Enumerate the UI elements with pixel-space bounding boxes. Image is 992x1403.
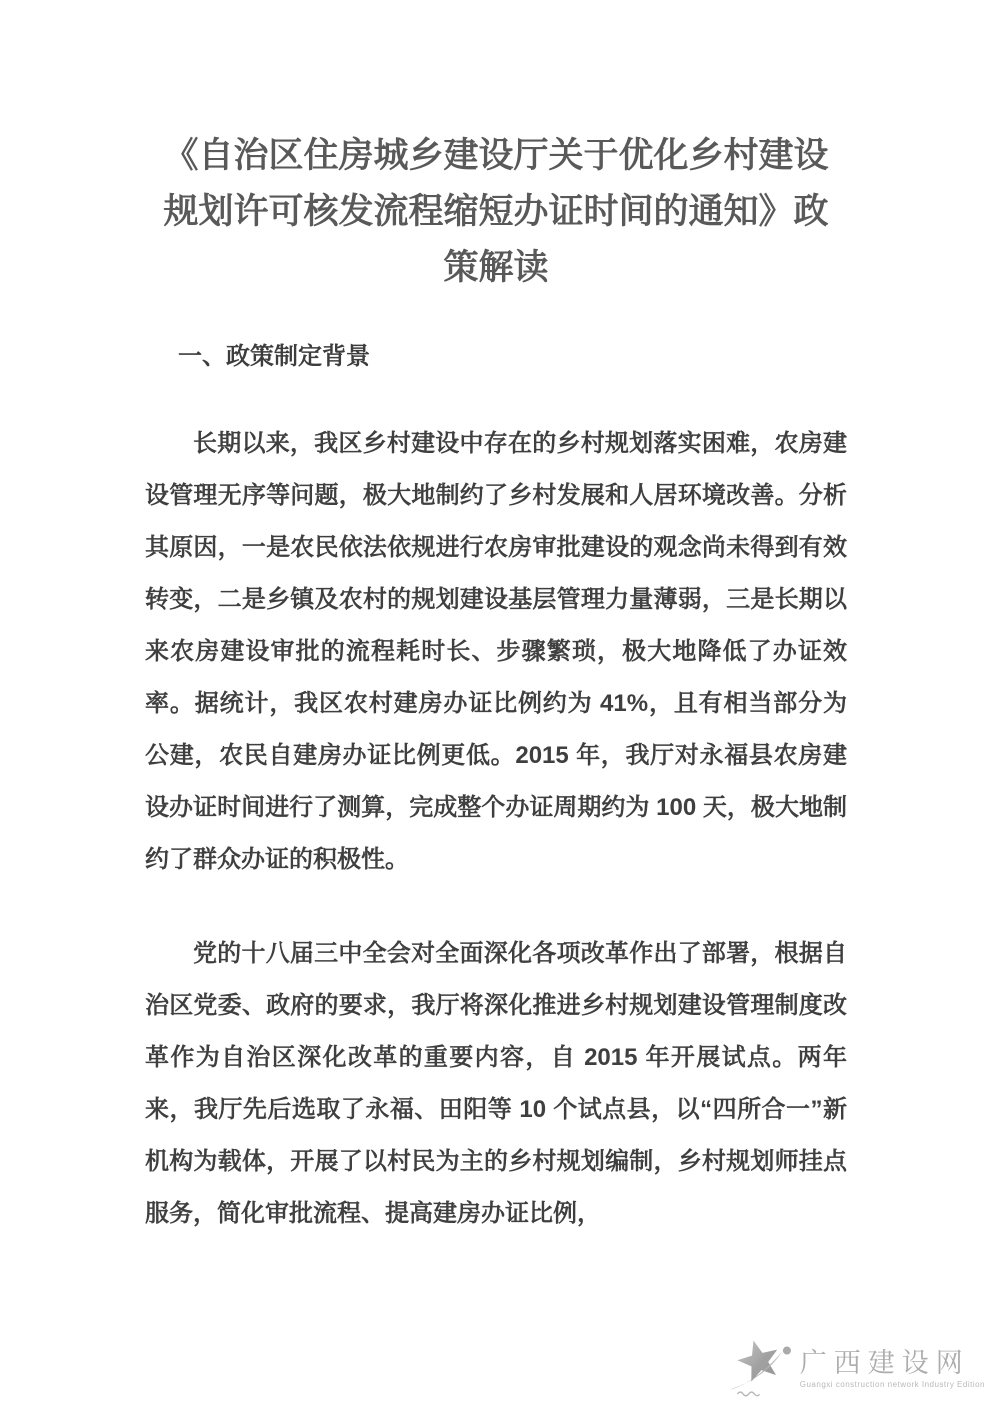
watermark-text-block bbox=[800, 1348, 985, 1389]
section-heading-background: 一、政策制定背景 bbox=[178, 343, 370, 370]
watermark-tagline: Guangxi construction network Industry Edition bbox=[799, 1379, 985, 1389]
logo-dot bbox=[783, 1347, 791, 1355]
site-watermark bbox=[728, 1336, 985, 1400]
logo-script-squiggle bbox=[737, 1392, 759, 1396]
star-shape bbox=[735, 1339, 778, 1384]
watermark-site-name: 广西建设网 bbox=[799, 1347, 970, 1378]
star-swoosh-logo-icon bbox=[728, 1336, 794, 1400]
paragraph-1: 长期以来，我区乡村建设中存在的乡村规划落实困难，农房建设管理无序等问题，极大地制约了乡村发展和人居环境改善。分析其原因，一是农民依法依规进行农房审批建设的观念尚未得到有效转变，二是乡镇及农村的规划建设基层管理力量薄弱，三是长期以来农房建设审批的流程耗时长、步骤繁琐，极大地降低了办证效率。据统计，我区农村建房办证比例约为 41%，且有相当部分为公建，农民自建房办证比例更低。2015 年，我厅对永福县农房建设办证时间进行了测算，完成整个办证周期约为 100 天，极大地制约了群众办证的积极性。 bbox=[145, 430, 847, 873]
paragraph-2: 党的十八届三中全会对全面深化各项改革作出了部署，根据自治区党委、政府的要求，我厅将深化推进乡村规划建设管理制度改革作为自治区深化改革的重要内容，自 2015 年开展试点。两年来，我厅先后选取了永福、田阳等 10 个试点县，以“四所合一”新机构为载体，开展了以村民为主的乡村规划编制，乡村规划师挂点服务，简化审批流程、提高建房办证比例， bbox=[145, 940, 847, 1227]
document-body bbox=[145, 342, 847, 1240]
document-title: 《自治区住房城乡建设厅关于优化乡村建设规划许可核发流程缩短办证时间的通知》政策解读 bbox=[163, 136, 829, 287]
